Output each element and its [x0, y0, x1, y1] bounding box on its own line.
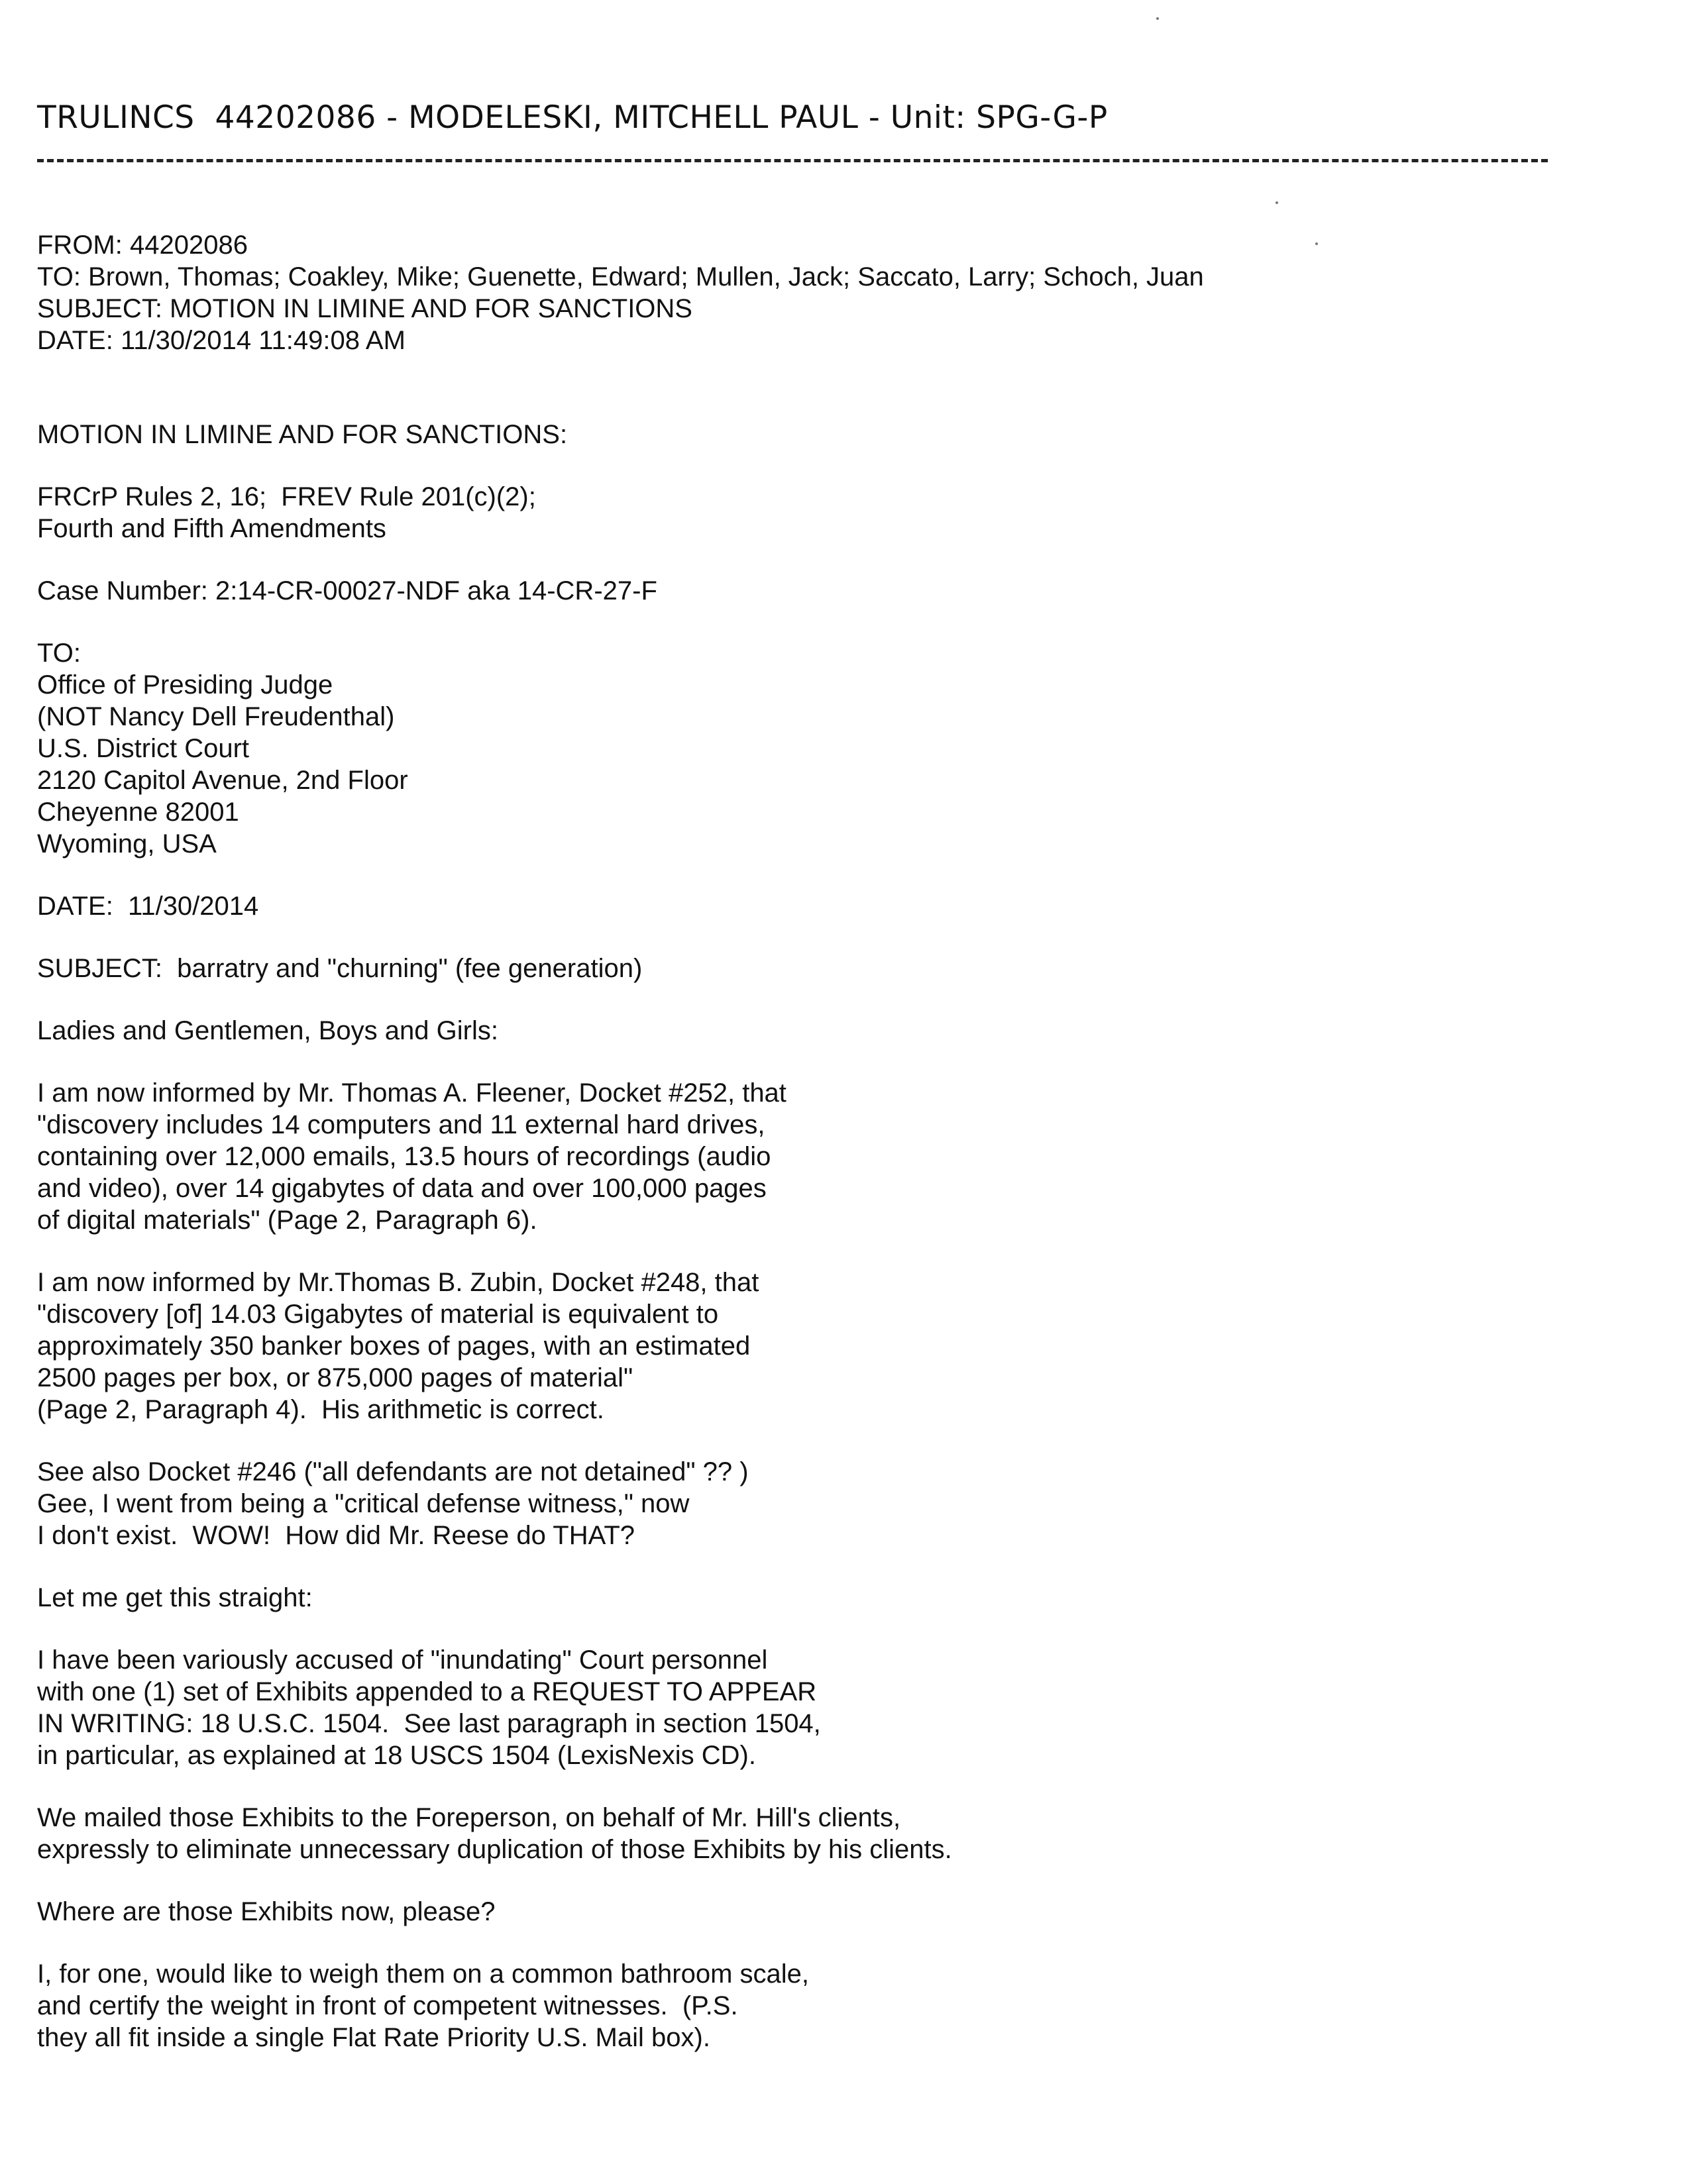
paragraph-fleener: I am now informed by Mr. Thomas A. Fleener, Docket #252, that "discovery includes 14 computers and 11 external hard drives, containing over 12,000 emails, 13.5 hours of recordings (audio and video), over 14 gigabytes of data and over 100,000 pages of digital materials" (Page 2, Paragraph 6).: [37, 1078, 786, 1235]
paragraph-inundating: I have been variously accused of "inundating" Court personnel with one (1) set of Exhibits appended to a REQUEST TO APPEAR IN WRITING: 18 U.S.C. 1504. See last paragraph in section 1504, in particular, as explained at 18 USCS 1504 (LexisNexis CD).: [37, 1645, 821, 1770]
message-meta: [37, 229, 1561, 356]
scan-speck: [1275, 201, 1278, 204]
court-address: TO: Office of Presiding Judge (NOT Nancy Dell Freudenthal) U.S. District Court 2120 Capitol Avenue, 2nd Floor Cheyenne 82001 Wyoming, USA: [37, 639, 408, 858]
paragraph-docket-246: See also Docket #246 ("all defendants are not detained" ?? ) Gee, I went from being a "critical defense witness," now I don't exist. WOW! How did Mr. Reese do THAT?: [37, 1457, 749, 1550]
motion-heading: MOTION IN LIMINE AND FOR SANCTIONS:: [37, 420, 568, 449]
message-body: [37, 229, 1561, 2084]
dashed-separator: [37, 159, 1548, 162]
paragraph-straight: Let me get this straight:: [37, 1583, 313, 1612]
rules-citation: FRCrP Rules 2, 16; FREV Rule 201(c)(2); Fourth and Fifth Amendments: [37, 482, 536, 543]
paragraph-where: Where are those Exhibits now, please?: [37, 1897, 496, 1926]
paragraph-mailed: We mailed those Exhibits to the Foreperson, on behalf of Mr. Hill's clients, expressly to eliminate unnecessary duplication of those Exhibits by his clients.: [37, 1803, 952, 1864]
paragraph-weigh: I, for one, would like to weigh them on a common bathroom scale, and certify the weight in front of competent witnesses. (P.S. they all fit inside a single Flat Rate Priority U.S. Mail box).: [37, 1959, 810, 2052]
paragraph-zubin: I am now informed by Mr.Thomas B. Zubin, Docket #248, that "discovery [of] 14.03 Gigabytes of material is equivalent to approximately 350 banker boxes of pages, with an estimated 2500 pages per box, or 875,000 pages of material" (Page 2, Paragraph 4). His arithmetic is correct.: [37, 1268, 759, 1424]
from-line: FROM: 44202086: [37, 231, 248, 260]
salutation: Ladies and Gentlemen, Boys and Girls:: [37, 1016, 498, 1045]
date-line: DATE: 11/30/2014 11:49:08 AM: [37, 326, 406, 355]
letter-subject: SUBJECT: barratry and "churning" (fee generation): [37, 954, 643, 983]
letter-date: DATE: 11/30/2014: [37, 892, 259, 921]
trulincs-header-title: TRULINCS 44202086 - MODELESKI, MITCHELL PAUL - Unit: SPG-G-P: [37, 99, 1108, 136]
scan-speck: [1156, 17, 1159, 20]
to-line: TO: Brown, Thomas; Coakley, Mike; Guenette, Edward; Mullen, Jack; Saccato, Larry; Schoch, Juan: [37, 262, 1204, 291]
subject-line: SUBJECT: MOTION IN LIMINE AND FOR SANCTIONS: [37, 294, 692, 323]
case-number: Case Number: 2:14-CR-00027-NDF aka 14-CR-27-F: [37, 576, 657, 605]
